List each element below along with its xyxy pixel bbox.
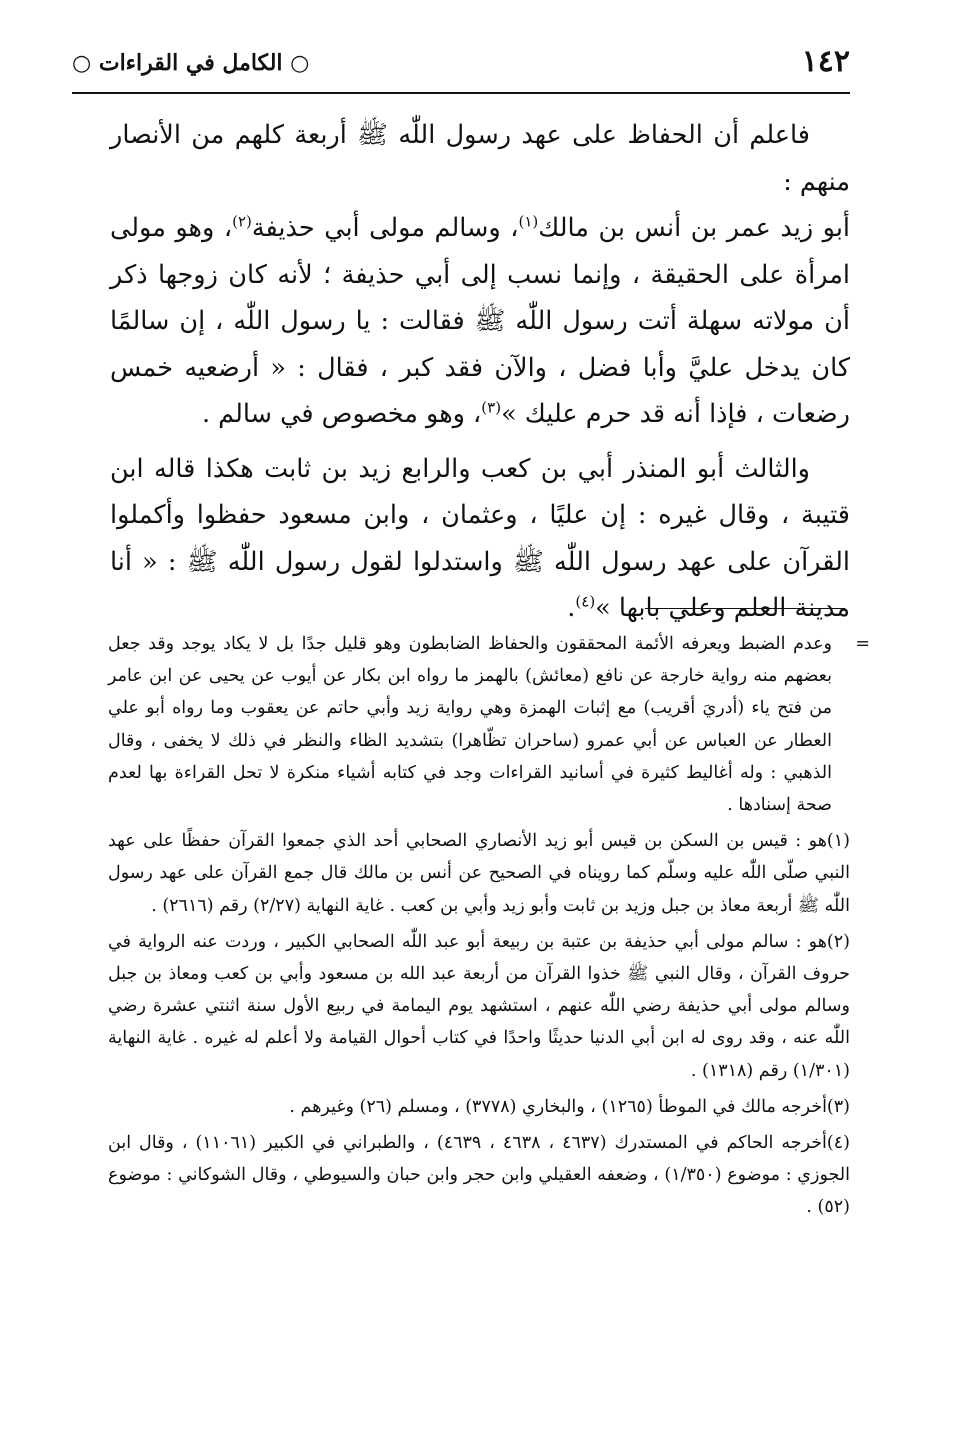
main-text [110, 112, 850, 632]
p3-part-b: . [567, 593, 576, 623]
p2-part-b: ، وسالم مولى أبي حذيفة [251, 213, 519, 243]
paragraph-1: فاعلم أن الحفاظ على عهد رسول اللّٰه ﷺ أربعة كلهم من الأنصار منهم : [110, 120, 850, 197]
footnote-separator [645, 608, 845, 609]
footnote-continuation [108, 628, 870, 821]
continuation-text: وعدم الضبط ويعرفه الأئمة المحققون والحفاظ الضابطون وهو قليل جدًا بل لا يكاد يوجد وقد جعل بعضهم منه رواية خارجة عن نافع (معائش) بالهمز ما رواه ابن بكار عن أيوب عن يحيى عن ابن عامر من فتح ياء (أدريَ أقريب) مع إثبات الهمزة وهي رواية زيد وأبي حاتم عن يعقوب وما رواه أبو علي العطار عن العباس عن أبي عمرو (ساحران تظّاهرا) بتشديد الظاء والنظر في ذلك لا يخفى ، وقال الذهبي : وله أغاليط كثيرة في أسانيد القراءات وجد في كتابه أشياء منكرة لا تحل القراءة بها لعدم صحة إسنادها . [108, 634, 832, 816]
footnotes [108, 628, 870, 1224]
paragraph-3 [110, 446, 850, 632]
footnote-ref-1[interactable]: (١) [518, 212, 539, 231]
paragraph-2 [110, 205, 850, 438]
p3-part-a: والثالث أبو المنذر أبي بن كعب والرابع زيد بن ثابت هكذا قاله ابن قتيبة ، وقال غيره : إن عليًا ، وعثمان ، وابن مسعود حفظوا وأكملوا القرآن على عهد رسول اللّٰه ﷺ واستدلوا لقول رسول اللّٰه ﷺ : « أنا مدينة العلم وعلي بابها » [110, 453, 850, 623]
footnote-3: (٣)أخرجه مالك في الموطأ (١٢٦٥) ، والبخاري (٣٧٧٨) ، ومسلم (٢٦) وغيرهم . [289, 1096, 850, 1117]
p2-part-a: أبو زيد عمر بن أنس بن مالك [538, 213, 851, 243]
footnote-2: (٢)هو : سالم مولى أبي حذيفة بن عتبة بن ربيعة أبو عبد اللّٰه الصحابي الكبير ، وردت عنه الرواية في حروف القرآن ، وقال النبي ﷺ خذوا القرآن من أربعة عبد الله بن مسعود وأبي بن كعب ومعاذ بن جبل وسالم مولى أبي حذيفة رضي اللّٰه عنهم ، استشهد يوم اليمامة في ربيع الأول سنة اثنتي عشرة رضي اللّٰه عنه ، وقد روى له ابن أبي الدنيا حديثًا واحدًا في كتاب أحوال القيامة ولا أعلم له غيره . غاية النهاية (١/٣٠١) رقم (١٣١٨) . [108, 931, 850, 1081]
page-header [72, 42, 850, 88]
page-number: ١٤٢ [801, 44, 850, 79]
p2-part-c: ، وهو مولى امرأة على الحقيقة ، وإنما نسب إلى أبي حذيفة ؛ لأنه كان زوجها ذكر أن مولاته سهلة أتت رسول اللّٰه ﷺ فقالت : يا رسول اللّٰه ، إن سالمًا كان يدخل عليَّ وأبا فضل ، والآن فقد كبر ، فقال : « أرضعيه خمس رضعات ، فإذا أنه قد حرم عليك » [110, 213, 850, 429]
footnote-4: (٤)أخرجه الحاكم في المستدرك (٤٦٣٧ ، ٤٦٣٨ ، ٤٦٣٩) ، والطبراني في الكبير (١١٠٦١) ، وقال ابن الجوزي : موضوع (١/٣٥٠) ، وضعفه العقيلي وابن حجر وابن حبان والسيوطي ، وقال الشوكاني : موضوع (٥٢) . [108, 1133, 850, 1218]
footnote-ref-4[interactable]: (٤) [575, 592, 596, 611]
p2-part-d: ، وهو مخصوص في سالم . [201, 399, 482, 429]
footnote-ref-3[interactable]: (٣) [481, 398, 502, 417]
running-title: ○ الكامل في القراءات ○ [72, 50, 310, 76]
header-rule [72, 92, 850, 94]
footnote-ref-2[interactable]: (٢) [232, 212, 252, 231]
continuation-mark: = [855, 634, 870, 654]
footnote-1: (١)هو : قيس بن السكن بن قيس أبو زيد الأنصاري الصحابي أحد الذي جمعوا القرآن حفظًا على عهد النبي صلّى اللّٰه عليه وسلّم كما رويناه في الصحيح عن أنس بن مالك قال جمع القرآن على عهد رسول اللّٰه ﷺ أربعة معاذ بن جبل وزيد بن ثابت وأبو زيد وأبي بن كعب . غاية النهاية (٢/٢٧) رقم (٢٦١٦) . [108, 831, 850, 916]
